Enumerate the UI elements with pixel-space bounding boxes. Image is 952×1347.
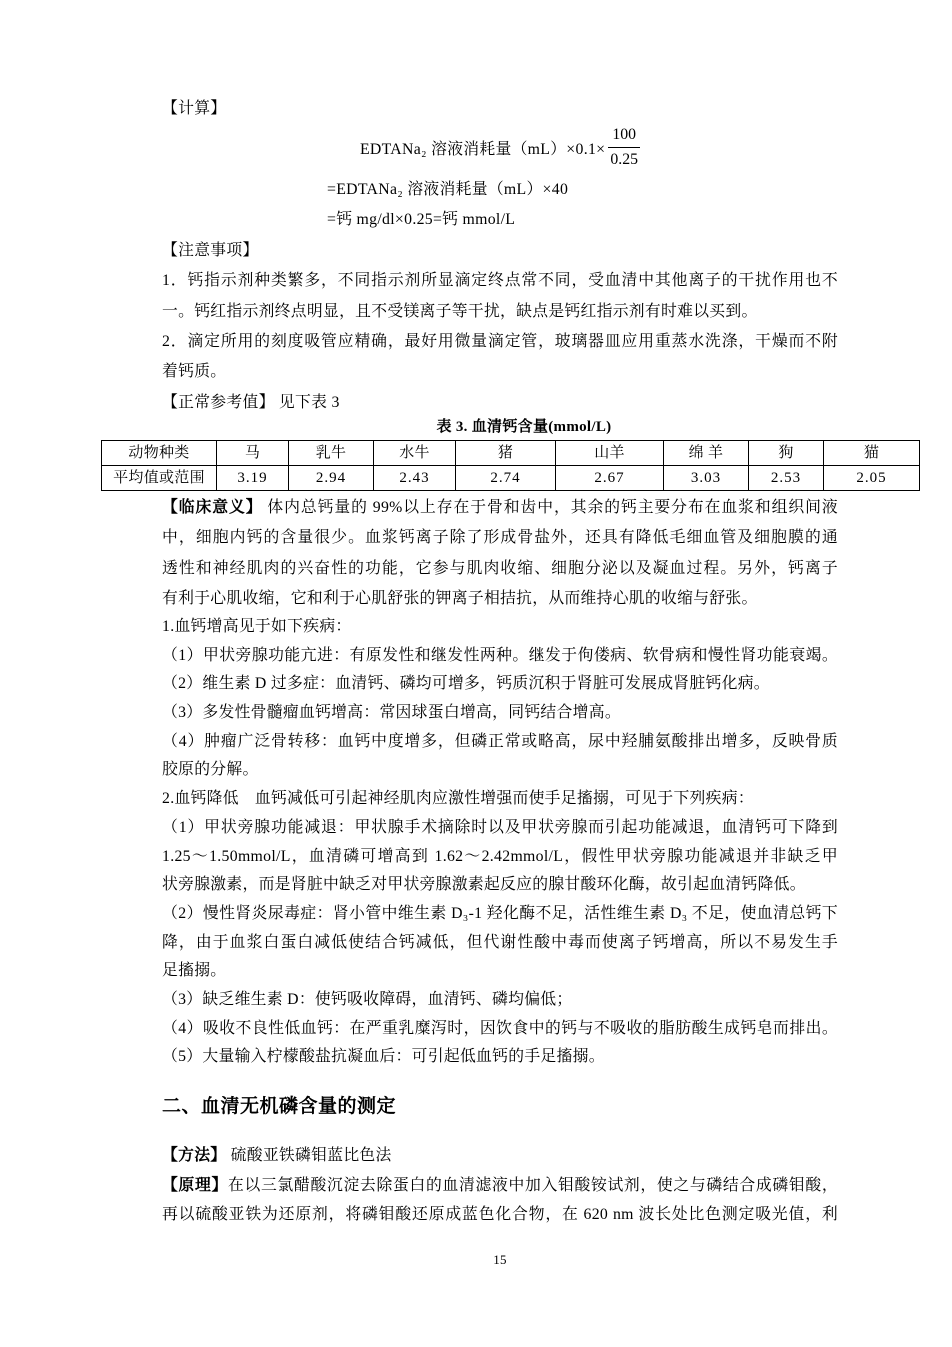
table-header-cell: 乳牛 (289, 441, 374, 466)
table-header-cell: 山羊 (556, 441, 664, 466)
table-title: 表 3. 血清钙含量(mmol/L) (436, 419, 612, 435)
clinical-line: 透性和神经肌肉的兴奋性的功能，它参与肌肉收缩、细胞分泌以及凝血过程。另外，钙离子 (162, 559, 838, 577)
section-heading: 二、血清无机磷含量的测定 (162, 1096, 397, 1117)
table-header-row (102, 441, 920, 466)
formula-line (162, 124, 838, 170)
formula-result-line: =EDTANa₂ 溶液消耗量（mL）×40 (327, 181, 569, 198)
principle-line (162, 1171, 838, 1201)
list-heading: 1.血钙增高见于如下疾病： (162, 618, 352, 635)
clinical-section (162, 493, 838, 614)
principle-label: 【原理】 (162, 1176, 228, 1194)
table-header-cell: 马 (217, 441, 289, 466)
table-cell: 2.74 (456, 466, 556, 491)
notes-line: 2．滴定所用的刻度吸管应精确，最好用微量滴定管，玻璃器皿应用重蒸水洗涤，干燥而不附 (162, 332, 838, 350)
list-item: 状旁腺激素，而是肾脏中缺乏对甲状旁腺激素起反应的腺甘酸环化酶，故引起血清钙降低。 (162, 876, 806, 894)
list-item: （3）缺乏维生素 D：使钙吸收障碍，血清钙、磷均偏低； (162, 990, 573, 1008)
clinical-line: 中，细胞内钙的含量很少。血浆钙离子除了形成骨盐外，还具有降低毛细血管及细胞膜的通 (162, 529, 838, 547)
clinical-first-line (162, 493, 838, 523)
table-header-cell: 狗 (749, 441, 824, 466)
table-cell: 3.19 (217, 466, 289, 491)
notes-heading: 【注意事项】 (162, 241, 259, 259)
calcium-table-wrapper (101, 440, 919, 491)
formula-conversion-line: =钙 mg/dl×0.25=钙 mmol/L (327, 211, 516, 229)
table-cell: 2.53 (749, 466, 824, 491)
reference-line: 【正常参考值】 见下表 3 (162, 393, 340, 411)
fraction (608, 125, 640, 170)
calculation-section (162, 94, 838, 418)
table-header-cell: 猫 (824, 441, 920, 466)
table-cell: 2.05 (824, 466, 920, 491)
notes-line: 着钙质。 (162, 363, 227, 381)
method-text: 硫酸亚铁磷钼蓝比色法 (226, 1147, 392, 1164)
list-item: （2）慢性肾炎尿毒症：肾小管中维生素 D₃-1 羟化酶不足，活性维生素 D₃ 不足，使血清总钙下 (162, 904, 838, 922)
notes-line: 1．钙指示剂种类繁多，不同指示剂所显滴定终点常不同，受血清中其他离子的干扰作用也不 (162, 272, 838, 290)
clinical-text: 体内总钙量的 99%以上存在于骨和齿中，其余的钙主要分布在血浆和组织间液 (262, 499, 838, 516)
fraction-numerator: 100 (612, 125, 637, 143)
method-label: 【方法】 (162, 1147, 227, 1164)
principle-line: 再以硫酸亚铁为还原剂，将磷钼酸还原成蓝色化合物，在 620 nm 波长处比色测定吸光值，利 (162, 1206, 838, 1223)
page-number: 15 (493, 1252, 507, 1267)
method-section (162, 1141, 838, 1230)
formula-expression: EDTANa₂ 溶液消耗量（mL）×0.1× (359, 140, 606, 158)
table-header-cell: 绵 羊 (664, 441, 749, 466)
table-cell: 2.43 (374, 466, 456, 491)
list-item: 降，由于血浆白蛋白减低使结合钙减低，但代谢性酸中毒而使离子钙增高，所以不易发生手 (162, 933, 838, 951)
method-line (162, 1141, 838, 1171)
list-heading: 2.血钙降低 血钙减低可引起神经肌肉应激性增强而使手足搐搦，可见于下列疾病： (162, 790, 754, 808)
list-item: 胶原的分解。 (162, 761, 259, 779)
calcium-table (101, 440, 920, 491)
list-item: （3）多发性骨髓瘤血钙增高：常因球蛋白增高，同钙结合增高。 (162, 704, 621, 722)
disease-lists (162, 613, 838, 1072)
table-cell: 2.94 (289, 466, 374, 491)
table-header-cell: 猪 (456, 441, 556, 466)
table-cell: 3.03 (664, 466, 749, 491)
list-item: （1）甲状旁腺功能减退：甲状腺手术摘除时以及甲状旁腺而引起功能减退，血清钙可下降到 (162, 818, 838, 836)
list-item: （2）维生素 D 过多症：血清钙、磷均可增多，钙质沉积于肾脏可发展成肾脏钙化病。 (162, 675, 770, 693)
fraction-denominator: 0.25 (608, 147, 640, 170)
list-item: （1）甲状旁腺功能亢进：有原发性和继发性两种。继发于佝偻病、软骨病和慢性肾功能衰竭。 (162, 646, 838, 664)
list-item: 1.25～1.50mmol/L，血清磷可增高到 1.62～2.42mmol/L，假性甲状旁腺功能减退并非缺乏甲 (162, 847, 838, 865)
notes-line: 一。钙红指示剂终点明显，且不受镁离子等干扰，缺点是钙红指示剂有时难以买到。 (162, 302, 758, 320)
calculation-heading: 【计算】 (162, 100, 227, 117)
principle-text: 在以三氯醋酸沉淀去除蛋白的血清滤液中加入钼酸铵试剂，使之与磷结合成磷钼酸， (228, 1176, 838, 1194)
table-cell: 2.67 (556, 466, 664, 491)
table-row (102, 466, 920, 491)
list-item: （4）吸收不良性低血钙：在严重乳糜泻时，因饮食中的钙与不吸收的脂肪酸生成钙皂而排出。 (162, 1019, 838, 1037)
clinical-line: 有利于心肌收缩，它和利于心肌舒张的钾离子相拮抗，从而维持心肌的收缩与舒张。 (162, 589, 758, 607)
clinical-label: 【临床意义】 (162, 499, 263, 516)
list-item: （4）肿瘤广泛骨转移：血钙中度增多，但磷正常或略高，尿中羟脯氨酸排出增多，反映骨质 (162, 732, 838, 750)
list-item: （5）大量输入柠檬酸盐抗凝血后：可引起低血钙的手足搐搦。 (162, 1048, 605, 1066)
table-header-cell: 动物种类 (102, 441, 217, 466)
list-item: 足搐搦。 (162, 962, 227, 980)
table-header-cell: 水牛 (374, 441, 456, 466)
table-row-label: 平均值或范围 (102, 466, 217, 491)
